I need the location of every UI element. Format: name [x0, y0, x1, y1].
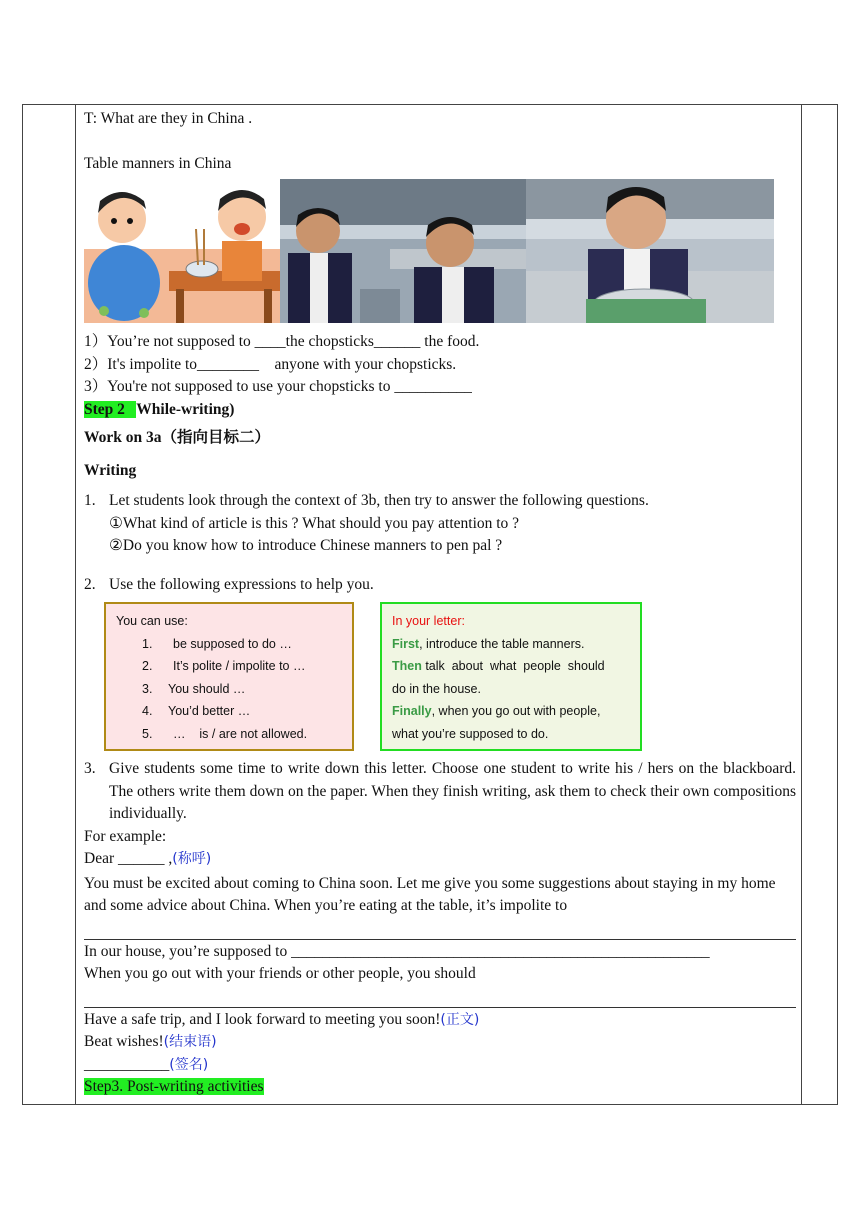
expression-item: 4. You’d better … — [142, 704, 251, 719]
canteen-photo — [526, 179, 774, 323]
expression-item: 2. It’s polite / impolite to … — [142, 659, 306, 674]
list-item — [84, 758, 796, 826]
expression-boxes — [84, 600, 796, 752]
list-item — [84, 490, 796, 558]
greeting-note: (称呼) — [172, 851, 212, 867]
you-can-use-title: You can use: — [116, 614, 188, 628]
letter-wishes: Beat wishes!(结束语) — [84, 1033, 217, 1050]
step-3-label: Step3. Post-writing activities — [84, 1078, 264, 1095]
letter-body-1: You must be excited about coming to China soon. Let me give you some suggestions about staying in my home and some advice about China. When you’re eating at the table, it’s impolite to — [84, 874, 776, 914]
item-1-question-2: ②Do you know how to introduce Chinese manners to pen pal ? — [109, 537, 503, 554]
column-divider-right — [801, 104, 802, 1105]
letter-house: In our house, you’re supposed to ______________________________________________________ — [84, 942, 710, 960]
item-1-text: Let students look through the context of 3b, then try to answer the following questions. — [109, 492, 649, 509]
letter-finally-cont: what you’re supposed to do. — [392, 726, 549, 741]
letter-finally: Finally, when you go out with people, — [392, 704, 601, 719]
section-title: Table manners in China — [84, 154, 232, 172]
closing-note: (结束语) — [163, 1034, 217, 1050]
expression-item: 5. … is / are not allowed. — [142, 726, 308, 741]
letter-signature: ___________(签名) — [84, 1055, 209, 1073]
letter-then-cont: do in the house. — [392, 681, 481, 696]
writing-heading: Writing — [84, 461, 137, 479]
list-number: 2. — [84, 575, 96, 593]
step-2-title: While-writing) — [136, 400, 235, 418]
for-example-label: For example: — [84, 827, 167, 845]
intro-question: T: What are they in China . — [84, 110, 253, 127]
blank-line — [84, 918, 796, 940]
list-number: 1. — [84, 492, 96, 509]
expression-item: 3. You should … — [142, 681, 246, 696]
step-3-heading — [84, 1076, 796, 1099]
you-can-use-box — [104, 602, 354, 751]
blank-line — [84, 986, 796, 1008]
lesson-content — [84, 108, 796, 1099]
list-number: 3. — [84, 760, 96, 777]
signature-note: (签名) — [169, 1056, 209, 1073]
letter-first: First, introduce the table manners. — [392, 636, 585, 651]
item-1-question-1: ①What kind of article is this ? What should you pay attention to ? — [109, 514, 520, 532]
classroom-photo — [280, 179, 526, 323]
fill-blank-3: 3）You're not supposed to use your chopsticks to __________ — [84, 378, 472, 395]
letter-greeting: Dear ______ ,(称呼) — [84, 850, 212, 867]
body-note: (正文) — [440, 1011, 480, 1028]
step-2-heading — [84, 399, 796, 422]
step-2-label: Step 2 — [84, 400, 137, 418]
letter-closing: Have a safe trip, and I look forward to meeting you soon!(正文) — [84, 1010, 480, 1028]
item-3-text: Give students some time to write down this letter. Choose one student to write his / hers on the blackboard. The others write them down on the paper. When they finish writing, ask them to check their own compositions individually. — [109, 760, 796, 822]
photo-strip — [84, 179, 796, 325]
list-item — [84, 574, 796, 597]
in-your-letter-title: In your letter: — [392, 614, 465, 628]
letter-friends: When you go out with your friends or other people, you should — [84, 965, 476, 982]
in-your-letter-box — [380, 602, 642, 751]
fill-blank-2: 2）It's impolite to________ anyone with your chopsticks. — [84, 355, 457, 373]
letter-then: Then talk about what people should — [392, 659, 605, 674]
column-divider-left — [75, 104, 76, 1105]
expression-item: 1. be supposed to do … — [142, 636, 292, 651]
fill-blank-1: 1）You’re not supposed to ____the chopsticks______ the food. — [84, 333, 480, 350]
item-2-text: Use the following expressions to help you. — [109, 575, 374, 593]
work-on-heading: Work on 3a（指向目标二） — [84, 429, 271, 446]
cartoon-image — [84, 179, 280, 323]
